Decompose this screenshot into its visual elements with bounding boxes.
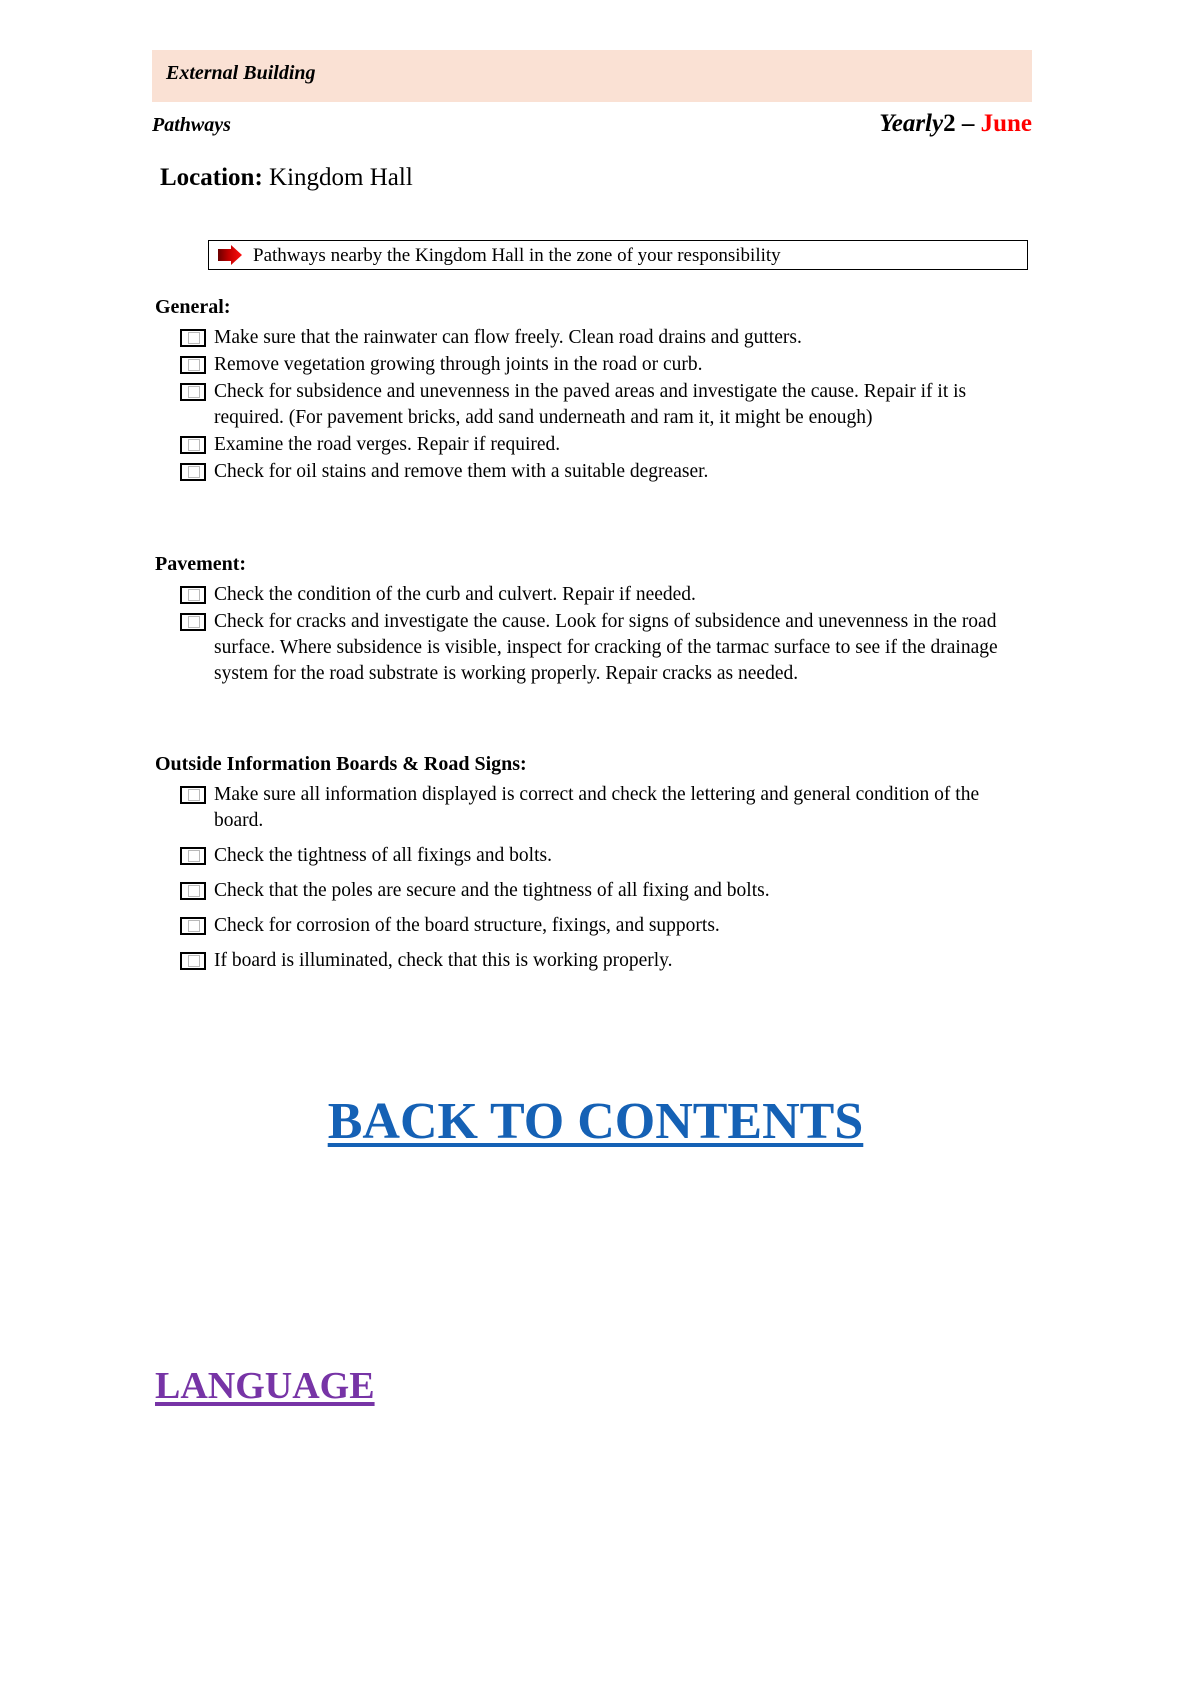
section-title: Pavement: <box>155 553 247 575</box>
checkbox[interactable] <box>180 882 206 900</box>
checklist-item[interactable] <box>155 843 1035 869</box>
checklist-item[interactable] <box>155 782 1035 834</box>
checklist-item[interactable] <box>155 325 1035 351</box>
checklist-item-label: Check for cracks and investigate the cause. Look for signs of subsidence and unevenness in the road surface. Where subsidence is visible, inspect for cracking of the tarmac surface to see if the drainage system for the road substrate is working properly. Repair cracks as needed. <box>214 610 998 684</box>
subheader-row <box>152 110 1032 138</box>
checklist-item[interactable] <box>155 582 1035 608</box>
checkbox[interactable] <box>180 436 206 454</box>
checkbox[interactable] <box>180 383 206 401</box>
checklist-item-label: Make sure that the rainwater can flow freely. Clean road drains and gutters. <box>214 327 802 348</box>
section-pavement <box>155 553 1035 688</box>
checklist-item[interactable] <box>155 878 1035 904</box>
checklist-item[interactable] <box>155 948 1035 974</box>
checkbox[interactable] <box>180 356 206 374</box>
period-month: June <box>980 110 1032 137</box>
checklist-general <box>155 325 1035 485</box>
checkbox[interactable] <box>180 847 206 865</box>
checklist-pavement <box>155 582 1035 687</box>
checklist-item[interactable] <box>155 432 1035 458</box>
checklist-item-label: Check for subsidence and unevenness in the paved areas and investigate the cause. Repair if it is required. (For pavement bricks, add sand underneath and ram it, it might be enough) <box>214 380 967 428</box>
location-label: Location: <box>160 164 263 191</box>
checkbox[interactable] <box>180 329 206 347</box>
checklist-item-label: Check for oil stains and remove them with a suitable degreaser. <box>214 460 709 482</box>
checklist-item-label: Check the condition of the curb and culvert. Repair if needed. <box>214 584 696 605</box>
section-general <box>155 296 1035 486</box>
back-to-contents-link[interactable]: BACK TO CONTENTS <box>327 1093 864 1150</box>
note-box <box>208 240 1028 270</box>
red-right-arrow-icon <box>217 245 243 265</box>
checkbox[interactable] <box>180 613 206 631</box>
period-indicator <box>879 110 1032 138</box>
checklist-item[interactable] <box>155 459 1035 485</box>
checklist-item-label: Examine the road verges. Repair if required. <box>214 433 561 455</box>
checklist-item[interactable] <box>155 609 1035 687</box>
period-label: Yearly <box>879 110 944 137</box>
checklist-item[interactable] <box>155 352 1035 378</box>
location-line <box>160 164 413 192</box>
header-band-title: External Building <box>166 62 316 84</box>
section-outside-information-boards <box>155 753 1035 983</box>
checkbox[interactable] <box>180 463 206 481</box>
language-link[interactable]: LANGUAGE <box>155 1365 375 1407</box>
checklist-item-label: Check the tightness of all fixings and bolts. <box>214 844 552 866</box>
period-separator: – <box>955 110 981 137</box>
checklist-item[interactable] <box>155 379 1035 431</box>
checklist-item-label: Remove vegetation growing through joints in the road or curb. <box>214 353 703 375</box>
checklist-item-label: Check for corrosion of the board structure, fixings, and supports. <box>214 914 720 936</box>
checkbox[interactable] <box>180 786 206 804</box>
section-title: Outside Information Boards & Road Signs: <box>155 753 527 775</box>
checklist-item-label: Check that the poles are secure and the tightness of all fixing and bolts. <box>214 879 770 901</box>
checkbox[interactable] <box>180 952 206 970</box>
checklist-item-label: Make sure all information displayed is correct and check the lettering and general condition of the board. <box>214 784 980 831</box>
note-text: Pathways nearby the Kingdom Hall in the zone of your responsibility <box>253 244 781 266</box>
checklist-item-label: If board is illuminated, check that this is working properly. <box>214 949 673 971</box>
checkbox[interactable] <box>180 586 206 604</box>
period-number: 2 <box>943 110 956 137</box>
checkbox[interactable] <box>180 917 206 935</box>
section-title: General: <box>155 296 231 318</box>
checklist-outside-boards <box>155 782 1035 974</box>
document-subtitle: Pathways <box>152 114 231 136</box>
location-value: Kingdom Hall <box>269 164 413 191</box>
checklist-item[interactable] <box>155 913 1035 939</box>
header-band <box>152 50 1032 102</box>
